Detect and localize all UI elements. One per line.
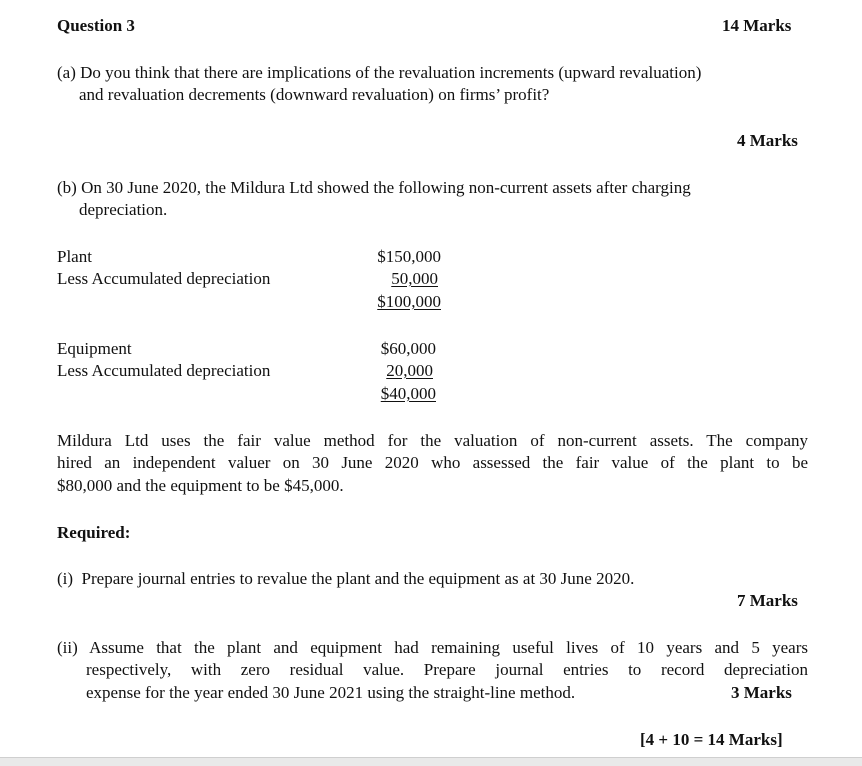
part-a-marks: 4 Marks — [737, 131, 798, 150]
part-ii-line-1: (ii) Assume that the plant and equipment had remaining useful lives of 10 years and 5 years — [57, 638, 808, 657]
part-ii-line-3: expense for the year ended 30 June 2021 using the straight-line method. — [86, 683, 576, 702]
part-a-line-1: (a) Do you think that there are implications of the revaluation increments (upward revaluation) — [57, 63, 702, 82]
total-marks-breakdown: [4 + 10 = 14 Marks] — [640, 730, 783, 749]
valuation-line-2: hired an independent valuer on 30 June 2020 who assessed the fair value of the plant to be — [57, 453, 808, 472]
part-ii-line-2: respectively, with zero residual value. Prepare journal entries to record depreciation — [86, 660, 808, 679]
plant-label: Plant — [57, 247, 92, 266]
required-heading: Required: — [57, 523, 131, 542]
part-ii-marks: 3 Marks — [731, 683, 792, 702]
equipment-label: Equipment — [57, 339, 132, 358]
question-total-marks: 14 Marks — [722, 16, 792, 35]
equipment-acc-dep-label: Less Accumulated depreciation — [57, 361, 271, 380]
valuation-line-3: $80,000 and the equipment to be $45,000. — [57, 476, 344, 495]
equipment-acc-dep-value: 20,000 — [386, 361, 433, 380]
equipment-cost: $60,000 — [380, 339, 436, 358]
part-i-marks: 7 Marks — [737, 591, 798, 610]
plant-cost: $150,000 — [377, 247, 441, 266]
plant-net-value: $100,000 — [377, 292, 441, 311]
part-b-line-2: depreciation. — [79, 200, 168, 219]
plant-acc-dep-value: 50,000 — [391, 269, 438, 288]
part-i-text: (i) Prepare journal entries to revalue the plant and the equipment as at 30 June 2020. — [57, 569, 635, 588]
valuation-line-1: Mildura Ltd uses the fair value method for the valuation of non-current assets. The company — [57, 431, 808, 450]
part-b-line-1: (b) On 30 June 2020, the Mildura Ltd showed the following non-current assets after charging — [57, 178, 691, 197]
question-title: Question 3 — [57, 16, 135, 35]
part-a-line-2: and revaluation decrements (downward revaluation) on firms’ profit? — [79, 85, 550, 104]
plant-acc-dep-label: Less Accumulated depreciation — [57, 269, 271, 288]
equipment-net-value: $40,000 — [380, 384, 436, 403]
